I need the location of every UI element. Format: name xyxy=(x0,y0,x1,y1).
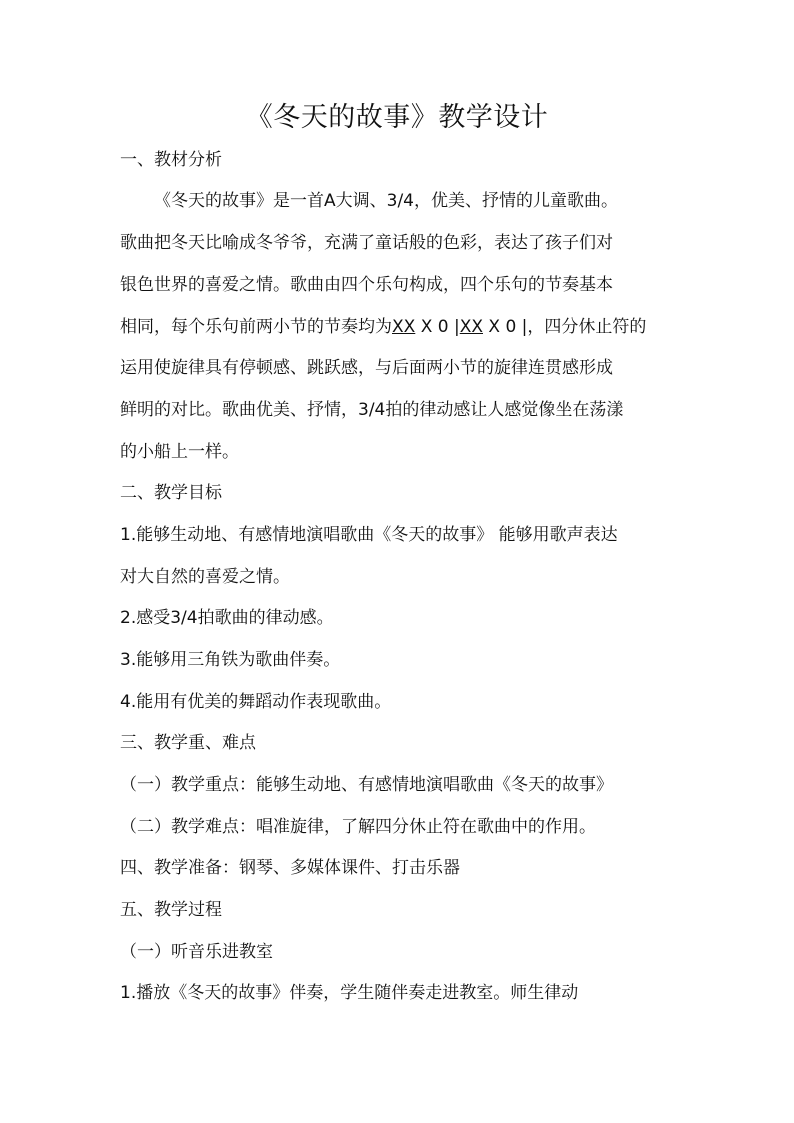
difficulty-item: （二）教学难点：唱准旋律，了解四分休止符在歌曲中的作用。 xyxy=(120,817,596,837)
section-heading-material-analysis: 一、教材分析 xyxy=(120,150,222,170)
goal-item: 3.能够用三角铁为歌曲伴奏。 xyxy=(120,650,341,670)
paragraph-line: 银色世界的喜爱之情。歌曲由四个乐句构成，四个乐句的节奏基本 xyxy=(120,275,613,295)
document-title: 《冬天的故事》教学设计 xyxy=(245,102,549,133)
rhythm-notation-xx: XX xyxy=(392,317,416,337)
rhythm-text-prefix: 相同，每个乐句前两小节的节奏均为 xyxy=(120,317,392,337)
section-heading-teaching-goals: 二、教学目标 xyxy=(120,483,222,503)
process-subheading: （一）听音乐进教室 xyxy=(120,942,273,962)
goal-item-continuation: 对大自然的喜爱之情。 xyxy=(120,567,290,587)
paragraph-line: 的小船上一样。 xyxy=(120,442,239,462)
paragraph-line-rhythm xyxy=(120,315,646,339)
paragraph-line: 歌曲把冬天比喻成冬爷爷，充满了童话般的色彩，表达了孩子们对 xyxy=(120,233,613,253)
key-point-item: （一）教学重点：能够生动地、有感情地演唱歌曲《冬天的故事》 xyxy=(120,775,613,795)
rhythm-text-suffix: X 0 |，四分休止符的 xyxy=(483,317,647,337)
goal-item: 1.能够生动地、有感情地演唱歌曲《冬天的故事》 能够用歌声表达 xyxy=(120,525,618,545)
section-heading-preparation: 四、教学准备：钢琴、多媒体课件、打击乐器 xyxy=(120,858,460,878)
section-heading-key-points: 三、教学重、难点 xyxy=(120,733,256,753)
goal-item: 4.能用有优美的舞蹈动作表现歌曲。 xyxy=(120,692,392,712)
section-heading-process: 五、教学过程 xyxy=(120,900,222,920)
paragraph-line: 鲜明的对比。歌曲优美、抒情，3/4拍的律动感让人感觉像坐在荡漾 xyxy=(120,400,624,420)
paragraph-line: 运用使旋律具有停顿感、跳跃感，与后面两小节的旋律连贯感形成 xyxy=(120,358,613,378)
rhythm-notation: X 0 | xyxy=(415,317,460,337)
process-item: 1.播放《冬天的故事》伴奏，学生随伴奏走进教室。师生律动 xyxy=(120,983,579,1003)
goal-item: 2.感受3/4拍歌曲的律动感。 xyxy=(120,608,334,628)
paragraph-line: 《冬天的故事》是一首A大调、3/4，优美、抒情的儿童歌曲。 xyxy=(154,191,618,211)
rhythm-notation-xx: XX xyxy=(459,317,483,337)
